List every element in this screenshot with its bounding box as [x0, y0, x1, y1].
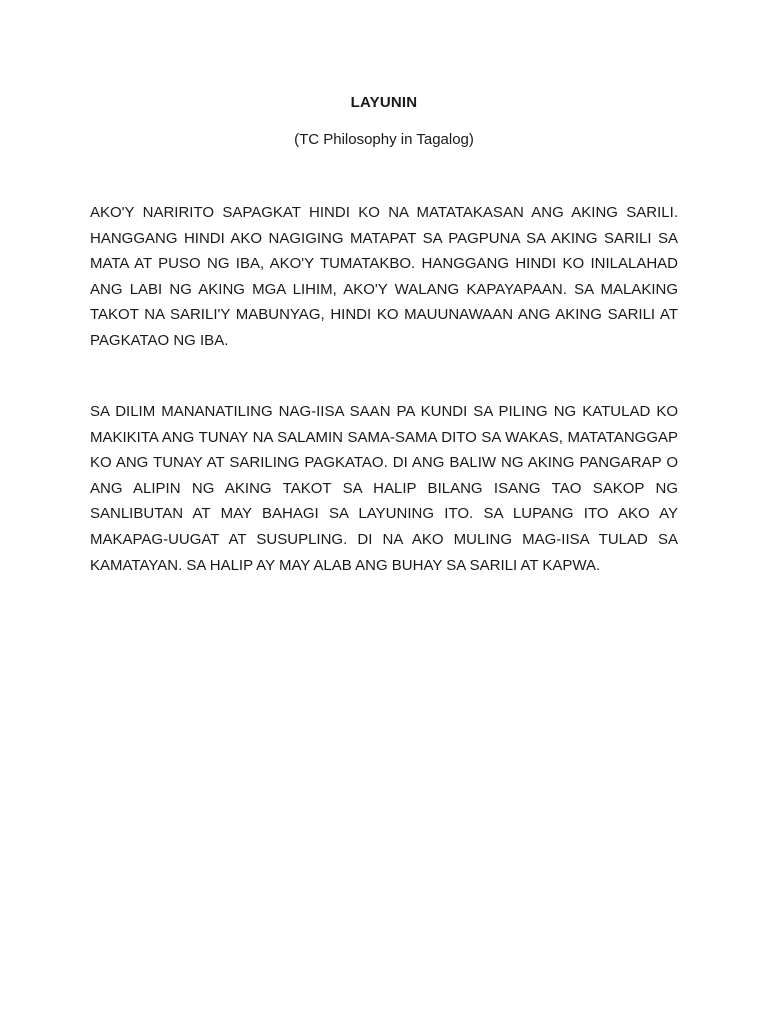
document-title: LAYUNIN: [350, 94, 418, 111]
paragraph-2: SA DILIM MANANATILING NAG-IISA SAAN PA KUNDI SA PILING NG KATULAD KO MAKIKITA ANG TUNAY NA SALAMIN SAMA-SAMA DITO SA WAKAS, MATATANGGAP KO ANG TUNAY AT SARILING PAGKATAO. DI ANG BALIW NG AKING PANGARAP O ANG ALIPIN NG AKING TAKOT SA HALIP BILANG ISANG TAO SAKOP NG SANLIBUTAN AT MAY BAHAGI SA LAYUNING ITO. SA LUPANG ITO AKO AY MAKAPAG-UUGAT AT SUSUPLING. DI NA AKO MULING MAG-IISA TULAD SA KAMATAYAN. SA HALIP AY MAY ALAB ANG BUHAY SA SARILI AT KAPWA.: [90, 403, 678, 574]
paragraph-1: AKO'Y NARIRITO SAPAGKAT HINDI KO NA MATATAKASAN ANG AKING SARILI. HANGGANG HINDI AKO NAGIGING MATAPAT SA PAGPUNA SA AKING SARILI SA MATA AT PUSO NG IBA, AKO'Y TUMATAKBO. HANGGANG HINDI KO INILALAHAD ANG LABI NG AKING MGA LIHIM, AKO'Y WALANG KAPAYAPAAN. SA MALAKING TAKOT NA SARILI'Y MABUNYAG, HINDI KO MAUUNAWAAN ANG AKING SARILI AT PAGKATAO NG IBA.: [90, 204, 678, 349]
document-subtitle: (TC Philosophy in Tagalog): [294, 131, 474, 148]
